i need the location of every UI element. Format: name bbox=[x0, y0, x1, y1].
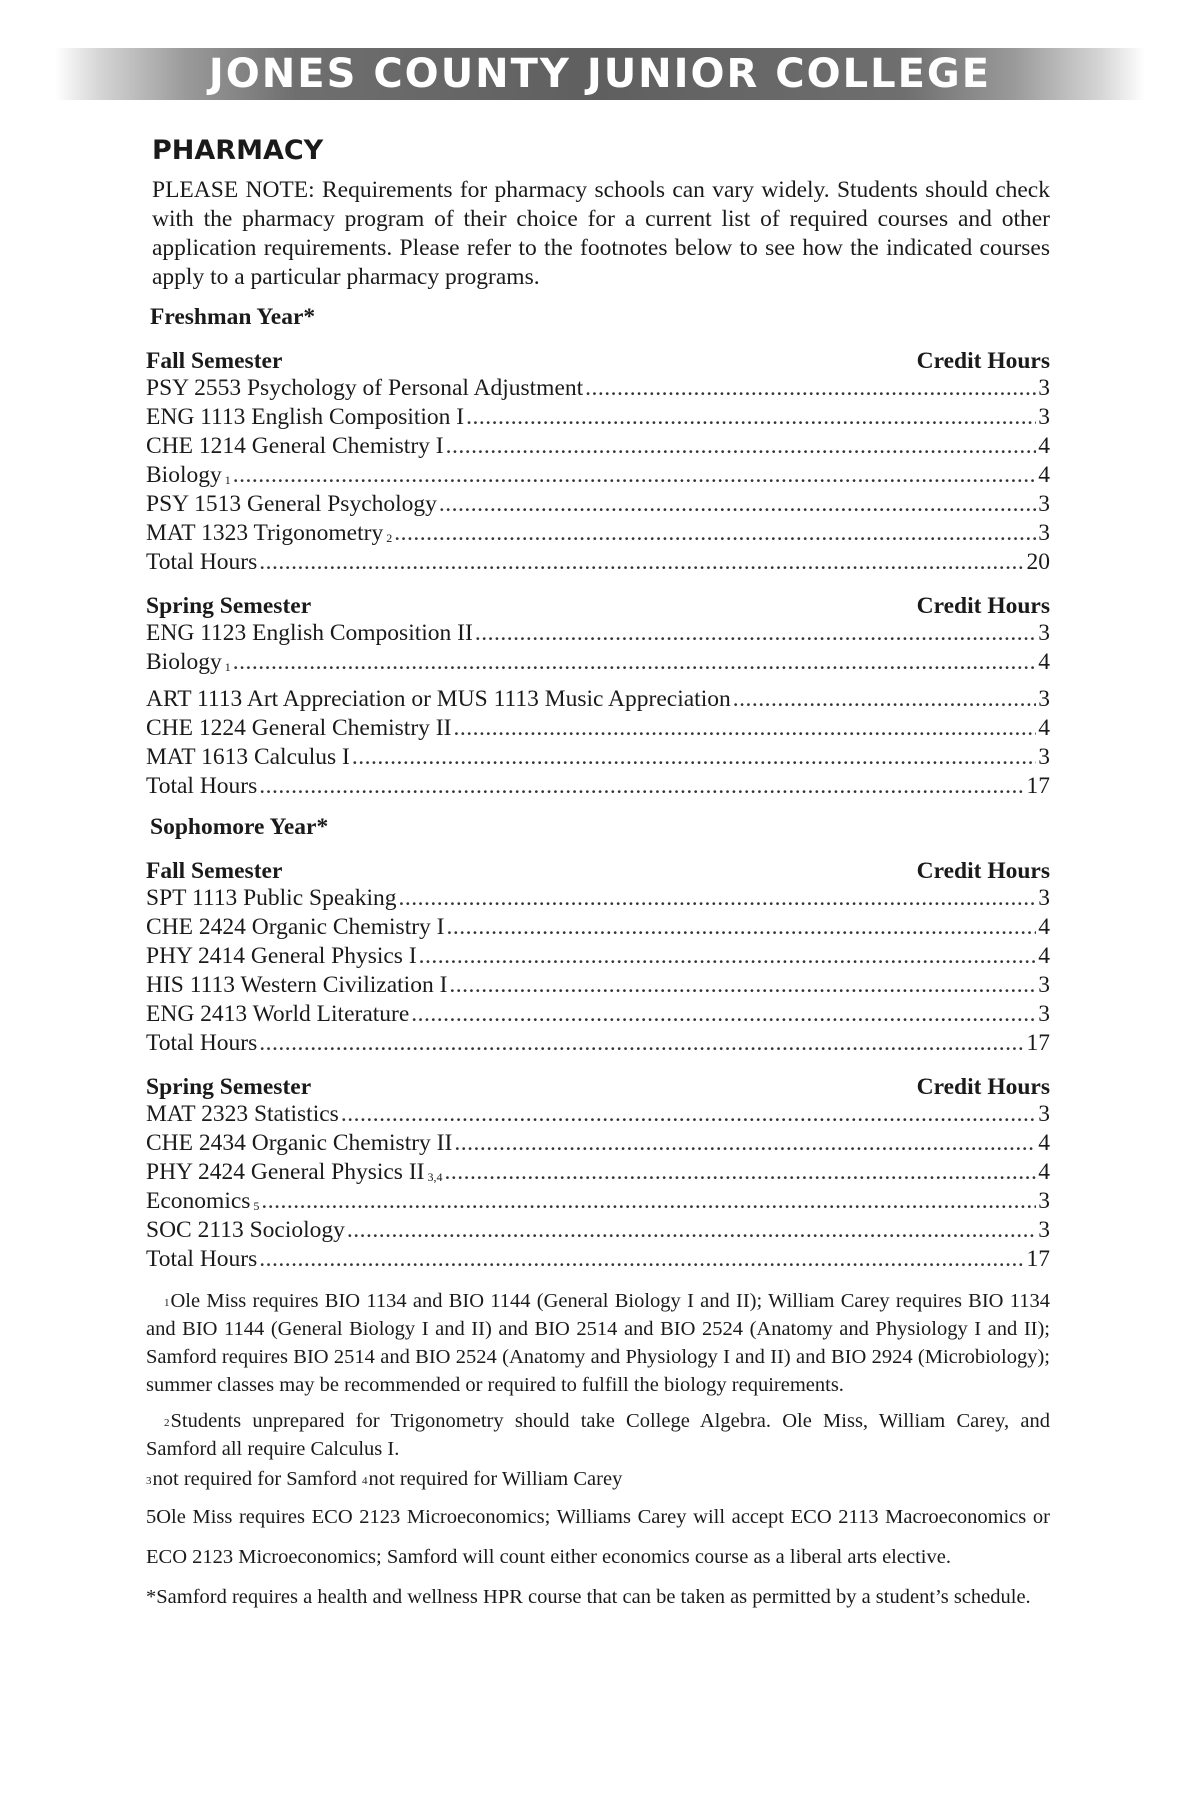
course-row bbox=[146, 715, 1050, 744]
credit-hours-value: 17 bbox=[1026, 1246, 1050, 1272]
dot-leader bbox=[419, 943, 1037, 970]
semester-title: Spring Semester bbox=[146, 593, 312, 619]
course-name: PHY 2414 General Physics I bbox=[146, 943, 417, 969]
section-title: PHARMACY bbox=[152, 135, 324, 166]
dot-leader bbox=[447, 914, 1037, 941]
course-row bbox=[146, 433, 1050, 462]
dot-leader bbox=[341, 1101, 1036, 1128]
dot-leader bbox=[454, 1130, 1036, 1157]
footnote-3-mark: 3 bbox=[146, 1475, 152, 1487]
credit-hours-value: 3 bbox=[1038, 1101, 1050, 1127]
course-name: ENG 1123 English Composition II bbox=[146, 620, 473, 646]
course-name: MAT 1613 Calculus I bbox=[146, 744, 350, 770]
dot-leader bbox=[259, 549, 1024, 576]
course-row bbox=[146, 885, 1050, 914]
footnote-ref: 2 bbox=[386, 531, 393, 545]
credit-hours-value: 3 bbox=[1038, 520, 1050, 546]
dot-leader bbox=[259, 1246, 1024, 1273]
course-row bbox=[146, 1001, 1050, 1030]
footnote-2 bbox=[146, 1407, 1050, 1463]
freshman-fall-semester bbox=[146, 345, 1050, 578]
course-name: HIS 1113 Western Civilization I bbox=[146, 972, 448, 998]
dot-leader bbox=[352, 744, 1036, 771]
course-name: ART 1113 Art Appreciation or MUS 1113 Music Appreciation bbox=[146, 686, 731, 712]
credit-hours-value: 3 bbox=[1038, 885, 1050, 911]
dot-leader bbox=[394, 520, 1036, 547]
footnote-ref: 1 bbox=[224, 660, 231, 674]
course-name: ENG 2413 World Literature bbox=[146, 1001, 410, 1027]
footnote-star: *Samford requires a health and wellness HPR course that can be taken as permitted by a student’s schedule. bbox=[146, 1586, 1031, 1608]
dot-leader bbox=[449, 972, 1036, 999]
dot-leader bbox=[439, 491, 1036, 518]
footnote-2-text: Students unprepared for Trigonometry should take College Algebra. Ole Miss, William Carey, and Samford all require Calculus I. bbox=[146, 1410, 1050, 1460]
semester-header bbox=[146, 590, 1050, 620]
semester-header bbox=[146, 345, 1050, 375]
row-gap bbox=[146, 678, 1050, 686]
course-row bbox=[146, 1130, 1050, 1159]
course-name: CHE 1224 General Chemistry II bbox=[146, 715, 452, 741]
course-name: ENG 1113 English Composition I bbox=[146, 404, 465, 430]
course-row bbox=[146, 491, 1050, 520]
dot-leader bbox=[466, 404, 1036, 431]
course-row bbox=[146, 620, 1050, 649]
credit-hours-label: Credit Hours bbox=[916, 858, 1050, 884]
page-content bbox=[146, 135, 1050, 1617]
course-name: CHE 2434 Organic Chemistry II bbox=[146, 1130, 453, 1156]
course-name: Economics bbox=[146, 1188, 251, 1214]
course-row bbox=[146, 649, 1050, 678]
course-name: Total Hours bbox=[146, 773, 258, 799]
dot-leader bbox=[444, 1159, 1036, 1186]
course-row bbox=[146, 686, 1050, 715]
course-list bbox=[146, 375, 1050, 578]
dot-leader bbox=[233, 649, 1037, 676]
dot-leader bbox=[453, 715, 1036, 742]
course-row bbox=[146, 1188, 1050, 1217]
credit-hours-value: 4 bbox=[1038, 914, 1050, 940]
credit-hours-value: 3 bbox=[1038, 1188, 1050, 1214]
dot-leader bbox=[347, 1217, 1036, 1244]
course-name: Biology bbox=[146, 462, 222, 488]
sophomore-year-heading: Sophomore Year* bbox=[150, 814, 329, 840]
footnote-1 bbox=[146, 1287, 1050, 1399]
footnote-1-mark: 1 bbox=[164, 1297, 170, 1309]
footnote-4-text: not required for William Carey bbox=[368, 1468, 623, 1490]
footnote-ref: 5 bbox=[253, 1199, 260, 1213]
footnote-4-mark: 4 bbox=[362, 1475, 368, 1487]
credit-hours-value: 3 bbox=[1038, 1001, 1050, 1027]
credit-hours-value: 4 bbox=[1038, 1159, 1050, 1185]
course-row bbox=[146, 943, 1050, 972]
course-name: Total Hours bbox=[146, 1030, 258, 1056]
course-row bbox=[146, 744, 1050, 773]
course-name: CHE 1214 General Chemistry I bbox=[146, 433, 444, 459]
course-name: Biology bbox=[146, 649, 222, 675]
please-note-paragraph: PLEASE NOTE: Requirements for pharmacy schools can vary widely. Students should check with the pharmacy program of their choice for a current list of required courses and other application requirements. Please refer to the footnotes below to see how the indicated courses apply to a particular pharmacy programs. bbox=[152, 177, 1050, 290]
dot-leader bbox=[233, 462, 1037, 489]
course-name: Total Hours bbox=[146, 1246, 258, 1272]
course-name: CHE 2424 Organic Chemistry I bbox=[146, 914, 445, 940]
course-row bbox=[146, 520, 1050, 549]
credit-hours-value: 4 bbox=[1038, 649, 1050, 675]
semester-title: Spring Semester bbox=[146, 1074, 312, 1100]
credit-hours-value: 3 bbox=[1038, 620, 1050, 646]
course-name: SOC 2113 Sociology bbox=[146, 1217, 345, 1243]
sophomore-spring-semester bbox=[146, 1071, 1050, 1275]
credit-hours-value: 4 bbox=[1038, 462, 1050, 488]
footnote-1-text: Ole Miss requires BIO 1134 and BIO 1144 (General Biology I and II); William Carey requires BIO 1134 and BIO 1144 (General Biology I and II) and BIO 2514 and BIO 2524 (Anatomy and Physiology I and II); Samford requires BIO 2514 and BIO 2524 (Anatomy and Physiology I and II) and BIO 2924 (Microbiology); summer classes may be recommended or required to fulfill the biology requirements. bbox=[146, 1290, 1050, 1396]
freshman-year-heading: Freshman Year* bbox=[150, 304, 316, 330]
course-row bbox=[146, 972, 1050, 1001]
dot-leader bbox=[733, 686, 1037, 713]
footnote-ref: 1 bbox=[224, 473, 231, 487]
course-name: PSY 1513 General Psychology bbox=[146, 491, 437, 517]
course-name: Total Hours bbox=[146, 549, 258, 575]
dot-leader bbox=[446, 433, 1037, 460]
semester-header bbox=[146, 855, 1050, 885]
semester-header bbox=[146, 1071, 1050, 1101]
dot-leader bbox=[411, 1001, 1036, 1028]
course-name: PHY 2424 General Physics II bbox=[146, 1159, 425, 1185]
credit-hours-value: 3 bbox=[1038, 404, 1050, 430]
course-name: MAT 1323 Trigonometry bbox=[146, 520, 384, 546]
footnote-5: 5Ole Miss requires ECO 2123 Microeconomics; Williams Carey will accept ECO 2113 Macroeconomics or ECO 2123 Microeconomics; Samford will count either economics course as a liberal arts elective. bbox=[146, 1506, 1050, 1568]
semester-title: Fall Semester bbox=[146, 858, 283, 884]
dot-leader bbox=[585, 375, 1036, 402]
course-name: PSY 2553 Psychology of Personal Adjustment bbox=[146, 375, 584, 401]
credit-hours-value: 3 bbox=[1038, 744, 1050, 770]
credit-hours-value: 4 bbox=[1038, 943, 1050, 969]
footnote-2-mark: 2 bbox=[164, 1417, 170, 1429]
semester-title: Fall Semester bbox=[146, 348, 283, 374]
freshman-spring-semester bbox=[146, 590, 1050, 802]
total-hours-row bbox=[146, 1030, 1050, 1059]
course-list bbox=[146, 885, 1050, 1059]
college-title: JONES COUNTY JUNIOR COLLEGE bbox=[208, 51, 992, 97]
course-row bbox=[146, 1101, 1050, 1130]
course-row bbox=[146, 462, 1050, 491]
dot-leader bbox=[475, 620, 1036, 647]
footnote-3-4 bbox=[146, 1465, 1050, 1493]
credit-hours-label: Credit Hours bbox=[916, 1074, 1050, 1100]
dot-leader bbox=[259, 1030, 1024, 1057]
credit-hours-label: Credit Hours bbox=[916, 348, 1050, 374]
footnote-3-text: not required for Samford bbox=[152, 1468, 362, 1490]
course-row bbox=[146, 1159, 1050, 1188]
dot-leader bbox=[261, 1188, 1036, 1215]
course-list bbox=[146, 620, 1050, 802]
total-hours-row bbox=[146, 549, 1050, 578]
sophomore-fall-semester bbox=[146, 855, 1050, 1059]
course-row bbox=[146, 375, 1050, 404]
course-row bbox=[146, 1217, 1050, 1246]
footnotes bbox=[146, 1287, 1050, 1617]
total-hours-row bbox=[146, 1246, 1050, 1275]
credit-hours-value: 17 bbox=[1026, 1030, 1050, 1056]
credit-hours-value: 3 bbox=[1038, 1217, 1050, 1243]
header-banner bbox=[55, 48, 1145, 100]
credit-hours-value: 3 bbox=[1038, 686, 1050, 712]
credit-hours-value: 17 bbox=[1026, 773, 1050, 799]
credit-hours-value: 3 bbox=[1038, 972, 1050, 998]
credit-hours-value: 3 bbox=[1038, 375, 1050, 401]
credit-hours-value: 3 bbox=[1038, 491, 1050, 517]
footnote-ref: 3,4 bbox=[427, 1170, 443, 1184]
credit-hours-label: Credit Hours bbox=[916, 593, 1050, 619]
course-row bbox=[146, 914, 1050, 943]
course-list bbox=[146, 1101, 1050, 1275]
credit-hours-value: 4 bbox=[1038, 433, 1050, 459]
course-row bbox=[146, 404, 1050, 433]
total-hours-row bbox=[146, 773, 1050, 802]
dot-leader bbox=[259, 773, 1024, 800]
course-name: MAT 2323 Statistics bbox=[146, 1101, 339, 1127]
course-name: SPT 1113 Public Speaking bbox=[146, 885, 397, 911]
credit-hours-value: 4 bbox=[1038, 715, 1050, 741]
credit-hours-value: 4 bbox=[1038, 1130, 1050, 1156]
dot-leader bbox=[398, 885, 1036, 912]
credit-hours-value: 20 bbox=[1026, 549, 1050, 575]
